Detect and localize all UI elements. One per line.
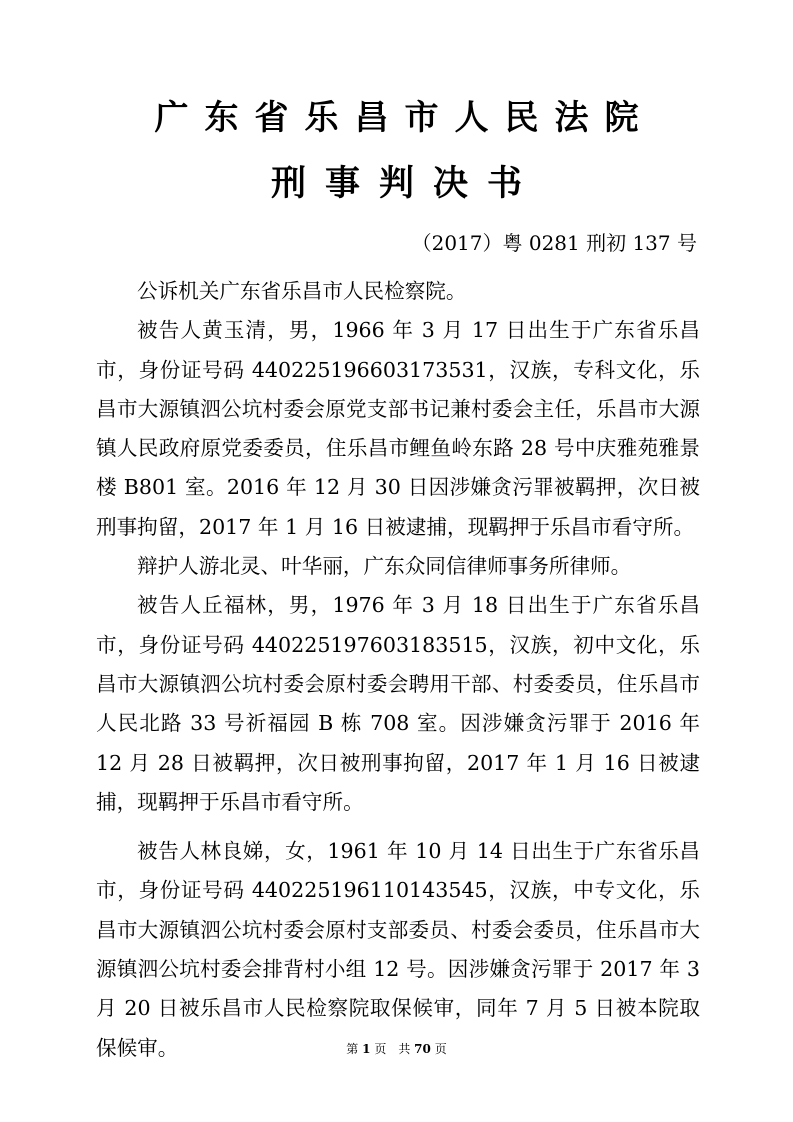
footer-page-current: 1 [362,1042,371,1056]
case-number: （2017）粤 0281 刑初 137 号 [411,231,697,255]
document-type-title: 刑事判决书 [270,164,541,204]
court-name: 广东省乐昌市人民法院 [154,98,655,138]
footer-middle: 页 共 [374,1042,411,1056]
paragraph-defendant-qiu: 被告人丘福林，男，1976 年 3 月 18 日出生于广东省乐昌市，身份证号码 440225197603183515，汉族，初中文化，乐昌市大源镇泗公坑村委会原村委会聘用干部、村委委员，住乐昌市人民北路 33 号祈福园 B 栋 708 室。因涉嫌贪污罪于 2016 年 12 月 28 日被羁押，次日被刑事拘留，2017 年 1 月 16 日被逮捕，现羁押于乐昌市看守所。 [96,593,700,814]
paragraph-defendant-lin: 被告人林良娣，女，1961 年 10 月 14 日出生于广东省乐昌市，身份证号码 440225196110143545，汉族，中专文化，乐昌市大源镇泗公坑村委会原村支部委员、村委会委员，住乐昌市大源镇泗公坑村委会排背村小组 12 号。因涉嫌贪污罪于 2017 年 3 月 20 日被乐昌市人民检察院取保候审，同年 7 月 5 日被本院取保候审。 [96,839,700,1060]
judgment-body [96,272,700,1068]
footer-prefix: 第 [346,1042,359,1056]
page-footer [0,1041,793,1057]
paragraph-defense-counsel: 辩护人游北灵、叶华丽，广东众同信律师事务所律师。 [137,554,632,579]
footer-suffix: 页 [434,1042,447,1056]
paragraph-defendant-huang: 被告人黄玉清，男，1966 年 3 月 17 日出生于广东省乐昌市，身份证号码 440225196603173531，汉族，专科文化，乐昌市大源镇泗公坑村委会原党支部书记兼村委会主任，乐昌市大源镇人民政府原党委委员，住乐昌市鲤鱼岭东路 28 号中庆雅苑雅景楼 B801 室。2016 年 12 月 30 日因涉嫌贪污罪被羁押，次日被刑事拘留，2017 年 1 月 16 日被逮捕，现羁押于乐昌市看守所。 [96,318,700,539]
paragraph-prosecutor: 公诉机关广东省乐昌市人民检察院。 [137,279,467,303]
footer-page-total: 70 [414,1042,431,1056]
